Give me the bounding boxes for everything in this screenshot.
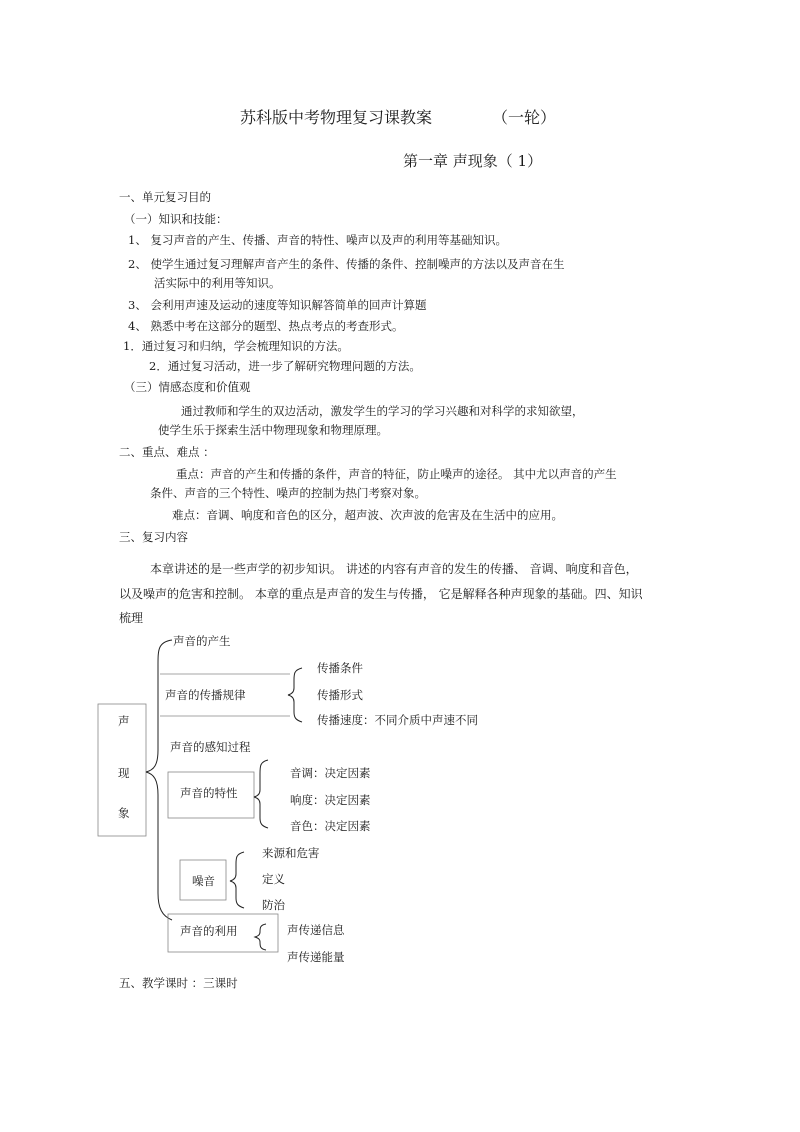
- tree-leaf-pitch: 音调：决定因素: [290, 766, 371, 780]
- objective-item-1: 1、 复习声音的产生、传播、声音的特性、噪声以及声的利用等基础知识。: [128, 233, 507, 247]
- objective-item-2: 2、 使学生通过复习理解声音产生的条件、传播的条件、控制噪声的方法以及声音在生: [128, 257, 565, 271]
- tree-leaf-propagation-speed: 传播速度：不同介质中声速不同: [317, 713, 478, 727]
- tree-leaf-propagation-form: 传播形式: [317, 688, 363, 702]
- process-item-2: 2．通过复习活动，进一步了解研究物理问题的方法。: [149, 359, 421, 373]
- tree-leaf-noise-source: 来源和危害: [262, 846, 320, 860]
- review-line-2: 以及噪声的危害和控制。 本章的重点是声音的发生与传播， 它是解释各种声现象的基础。四、知识: [119, 587, 643, 601]
- characteristics-brace: [254, 760, 268, 828]
- objective-item-4: 4、 熟悉中考在这部分的题型、热点考点的考查形式。: [128, 319, 404, 333]
- chapter-title: 第一章 声现象（ 1）: [403, 152, 543, 170]
- review-line-1: 本章讲述的是一些声学的初步知识。 讲述的内容有声音的发生的传播、 音调、响度和音色，: [150, 562, 638, 576]
- attitude-line-1: 通过教师和学生的双边活动，激发学生的学习的学习兴趣和对科学的求知欲望，: [181, 404, 584, 418]
- tree-node-propagation: 声音的传播规律: [165, 688, 246, 702]
- noise-brace: [230, 852, 244, 908]
- section-heading-class-hours: 五、教学课时 ：三课时: [119, 976, 238, 990]
- objective-item-2-cont: 活实际中的利用等知识。: [154, 276, 281, 290]
- subsection-attitude: （三）情感态度和价值观: [124, 380, 251, 394]
- tree-node-noise: 噪音: [192, 874, 215, 888]
- tree-leaf-loudness: 响度：决定因素: [290, 793, 371, 807]
- document-title: 苏科版中考物理复习课教案: [240, 108, 433, 127]
- section-heading-review: 三、复习内容: [119, 530, 188, 544]
- section-heading-objectives: 一、单元复习目的: [119, 190, 211, 204]
- tree-node-use: 声音的利用: [180, 924, 238, 938]
- tree-leaf-use-energy: 声传递能量: [287, 950, 345, 964]
- tree-leaf-timbre: 音色：决定因素: [290, 819, 371, 833]
- difficulty-line: 难点：音调、响度和音色的区分，超声波、次声波的危害及在生活中的应用。: [172, 508, 563, 522]
- tree-root-char-2: 现: [118, 766, 130, 780]
- tree-leaf-use-information: 声传递信息: [287, 923, 345, 937]
- tree-root-char-3: 象: [118, 806, 130, 820]
- tree-node-production: 声音的产生: [173, 634, 231, 648]
- tree-root-char-1: 声: [118, 714, 130, 728]
- tree-leaf-propagation-condition: 传播条件: [317, 661, 363, 675]
- section-heading-key-points: 二、重点、难点 ：: [119, 445, 215, 459]
- key-point-line-2: 条件、声音的三个特性、噪声的控制为热门考察对象。: [150, 486, 426, 500]
- tree-leaf-noise-control: 防治: [262, 898, 285, 912]
- review-line-3: 梳理: [119, 611, 144, 625]
- subsection-knowledge-skills: （一）知识和技能：: [124, 212, 228, 226]
- propagation-brace: [288, 668, 302, 722]
- objective-item-3: 3、 会利用声速及运动的速度等知识解答简单的回声计算题: [128, 298, 427, 312]
- document-title-suffix: （一轮）: [492, 108, 557, 127]
- tree-leaf-noise-definition: 定义: [262, 872, 285, 886]
- use-brace: [255, 924, 266, 950]
- main-brace: [146, 640, 172, 920]
- key-point-line-1: 重点：声音的产生和传播的条件，声音的特征，防止噪声的途径。 其中尤以声音的产生: [176, 467, 617, 481]
- attitude-line-2: 使学生乐于探索生活中物理现象和物理原理。: [158, 423, 388, 437]
- tree-node-perception: 声音的感知过程: [170, 740, 251, 754]
- process-item-1: 1．通过复习和归纳，学会梳理知识的方法。: [123, 339, 349, 353]
- tree-node-characteristics: 声音的特性: [180, 786, 238, 800]
